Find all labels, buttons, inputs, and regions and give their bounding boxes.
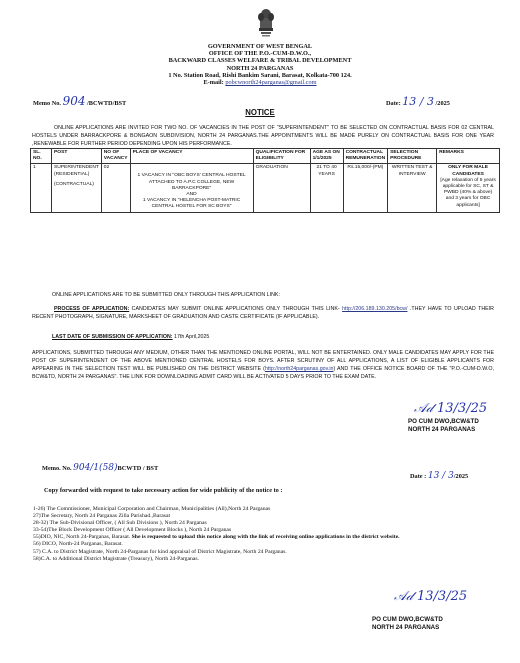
memo-suffix: /BCWTD/BST: [87, 100, 127, 107]
table-header-row: [31, 149, 500, 164]
memo-date-month: 3: [426, 95, 434, 108]
memo-number-handwritten: 904: [62, 94, 86, 108]
memo2-suffix: BCWTD / BST: [117, 465, 159, 472]
email-link[interactable]: pobcwnorth24parganas@gmail.com: [225, 79, 317, 87]
last-date-heading: LAST DATE OF SUBMISSION OF APPLICATION:: [52, 334, 173, 340]
header-line2: OFFICE OF THE P.O.-CUM-D.W.O.,: [208, 50, 312, 58]
recipient-list: [33, 506, 503, 563]
list-item: 55)DIO, NIC, North 24-Parganas, Barasat. She is requested to upload this notice along with the link of receiving online applications in the district website.: [33, 534, 400, 541]
remarks-bold: ONLY FOR MALE CANDIDATES: [448, 165, 489, 177]
signature-block-2: [372, 578, 482, 631]
post-type: (CONTRACTUAL): [54, 181, 94, 187]
memo-date-year: /2025: [435, 100, 450, 107]
memo-number-row: [33, 94, 126, 108]
th-sl: SL. NO.: [31, 149, 52, 164]
th-age: AGE AS ON 1/1/2025: [310, 149, 343, 164]
office-header: [0, 43, 520, 86]
signature-2-handwritten: 𝒜𝒹 13/3/25: [394, 589, 468, 604]
memo2-date-day: 13: [427, 471, 440, 481]
post-name: SUPERINTENDENT (RESIDENTIAL): [54, 165, 99, 177]
vacancy-table: [30, 148, 500, 213]
remarks-rest: [Age relaxation of 5 years applicable for SC, ST & PWBD (40% & above) and 3 years for OBC applicants]: [440, 177, 496, 208]
cell-sl: 1: [31, 164, 52, 212]
place-2: 1 VACANCY IN "HELENCHA POST-MATRIC CENTRAL HOSTEL FOR SC BOYS": [142, 198, 241, 210]
memo2-date-label: Date :: [410, 473, 428, 480]
th-remuneration: CONTRACTUAL REMUNERATION: [343, 149, 388, 164]
header-line4: NORTH 24 PARGANAS: [226, 64, 294, 72]
th-vacancy: NO OF VACANCY: [101, 149, 130, 164]
memo2-date-year: /2025: [453, 473, 469, 480]
memo2-date-month: 3: [448, 471, 454, 481]
cell-qualification: GRADUATION: [253, 164, 310, 212]
intro-paragraph: ONLINE APPLICATIONS ARE INVITED FOR TWO NO. OF VACANCIES IN THE POST OF "SUPERINTENDENT" TO BE SELECTED ON CONTRACTUAL BASIS FOR 02 CENTRAL HOSTELS UNDER BARRACKPORE & BONGAON SUBDIVISION, NORTH 24 PARGANAS.THE APPOINTMENTS WILL BE MADE PURELY ON CONTRACTUAL BASIS FOR ONE YEAR ,RENEWABLE FOR FURTHER PERIOD DEPENDING UPON HIS PERFORMANCE.: [32, 125, 494, 147]
process-paragraph: [32, 305, 494, 321]
cell-post: [52, 164, 102, 212]
signature-2-district: NORTH 24 PARGANAS: [372, 623, 440, 631]
signature-2-title: PO CUM DWO,BCW&TD: [372, 616, 443, 623]
state-emblem: [253, 6, 279, 40]
th-remarks: REMARKS: [437, 149, 500, 164]
list-item: 33-54)The Block Development Officer ( All Development Blocks ), North 24 Parganas: [33, 527, 232, 534]
application-link[interactable]: http://206.189.130.205/bcw/: [342, 306, 408, 312]
place-1: 1 VACANCY IN "OBC BOYS' CENTRAL HOSTEL ATTACHED TO A.P.C COLLEGE, NEW BARRACKPORE": [137, 173, 246, 191]
process-text1: CANDIDATES MAY SUBMIT ONLINE APPLICATIONS ONLY THROUGH THIS LINK-: [129, 306, 343, 312]
process-heading: PROCESS OF APPLICATION:: [54, 306, 130, 312]
header-line1: GOVERNMENT OF WEST BENGAL: [207, 43, 313, 50]
table-row: [31, 164, 500, 212]
th-selection: SELECTION PROCEDURE: [388, 149, 437, 164]
cell-vacancy: 02: [101, 164, 130, 212]
memo2-number-handwritten: 904/1(58): [73, 463, 118, 473]
th-qualification: QUALIFICATION FOR ELIGIBILITY: [253, 149, 310, 164]
memo2-date-row: Date : 13 / 3/2025: [410, 471, 469, 481]
header-line3: BACKWARD CLASSES WELFARE & TRIBAL DEVELOPMENT: [168, 57, 352, 65]
place-and: AND: [186, 192, 197, 198]
cell-remarks: [437, 164, 500, 212]
district-website-link[interactable]: http://north24parganas.gov.in: [264, 366, 334, 372]
notice-title: NOTICE: [245, 108, 275, 117]
cell-age: 21 TO 40 YEARS: [310, 164, 343, 212]
list-item: 27)The Secretary, North 24 Parganas Zilla Parishad.,Barasat: [33, 513, 171, 520]
list-item: 28-32) The Sub-Divisional Officer, ( All Sub Divisions ), North 24 Parganas: [33, 520, 207, 527]
cell-place: [130, 164, 253, 212]
online-note: ONLINE APPLICATIONS ARE TO BE SUBMITTED ONLY THROUGH THIS APPLICATION LINK:: [52, 292, 280, 298]
disclaimer-text1: APPLICATIONS, SUBMITTED THROUGH ANY MEDIUM, OTHER THAN THE MENTIONED ONLINE PORTAL, WILL NOT BE ENTERTAINED. ONLY MALE CANDIDATES MAY APPLY FOR THE POST OF SUPERINTENDENT OF THE ABOVE MENTIONED CENTRAL HOSTELS FOR BOYS. AFTER SCRUTINY OF ALL APPLICATIONS, A LIST OF ELIGIBLE APPLICANTS FOR APPEARING IN THE SELECTION TEST WILL BE PUBLISHED ON THE DISTRICT WEBSITE (: [32, 350, 494, 372]
memo-date-row: Date: 13 / 3 /2025: [386, 95, 450, 108]
th-post: POST: [52, 149, 102, 164]
forward-line: Copy forwarded with request to take necessary action for wide publicity of the notice to :: [44, 487, 283, 494]
list-item: 58)C.A. to Additional District Magistrate (Treasury), North 24-Parganas.: [33, 555, 200, 562]
disclaimer-text2: ) AND THE OFFICE NOTICE BOARD OF THE "P.O.-CUM-D.W.O, BCW&TD, NORTH 24 PARGANAS". THE LINK FOR DOWNLOADING ADMIT CARD WILL BE ACTIVATED 5 DAYS PRIOR TO THE EXAM DATE.: [32, 366, 494, 380]
signature-1-title: PO CUM DWO,BCW&TD: [408, 418, 479, 425]
signature-1-district: NORTH 24 PARGANAS: [408, 425, 476, 433]
disclaimer-paragraph: [32, 349, 494, 381]
memo-date-day: 13: [402, 95, 417, 108]
th-place: PLACE OF VACANCY: [130, 149, 253, 164]
list-item: 56) DICO, North-24 Parganas, Barasat.: [33, 541, 123, 548]
list-item: 57) C.A. to District Magistrate, North 24-Parganas for kind appraisal of District Magistrate, North 24 Parganas.: [33, 548, 287, 555]
last-date-value: 17th April,2025: [172, 334, 210, 340]
memo2-number-row: [42, 463, 158, 473]
header-email-row: [0, 79, 520, 86]
memo-date-label: Date:: [386, 100, 401, 107]
signature-1-handwritten: 𝒜𝒹 13/3/25: [414, 401, 488, 416]
memo2-prefix: Memo. No.: [42, 465, 74, 472]
list-item: 1-26) The Commissioner, Municipal Corporation and Chairman, Municipalities (All),North 24 Parganas: [33, 506, 271, 512]
cell-selection: WRITTEN TEST & INTERVIEW: [388, 164, 437, 212]
signature-block-1: [408, 400, 508, 433]
cell-remuneration: Rs.15,000/-(PM): [343, 164, 388, 212]
last-date-row: [52, 333, 209, 341]
header-address: 1 No. Station Road, Rishi Bankim Sarani, Barasat, Kolkata-700 124.: [168, 71, 352, 79]
email-label: E-mail:: [203, 79, 226, 87]
process-text2: .THEY HAVE TO UPLOAD THEIR RECENT PHOTOGRAPH, SIGNATURE, MARKSHEET OF GRADUATION AND CASTE CERTIFICATE (IF APPLICABLE).: [32, 306, 494, 320]
memo-prefix: Memo No.: [33, 100, 61, 107]
